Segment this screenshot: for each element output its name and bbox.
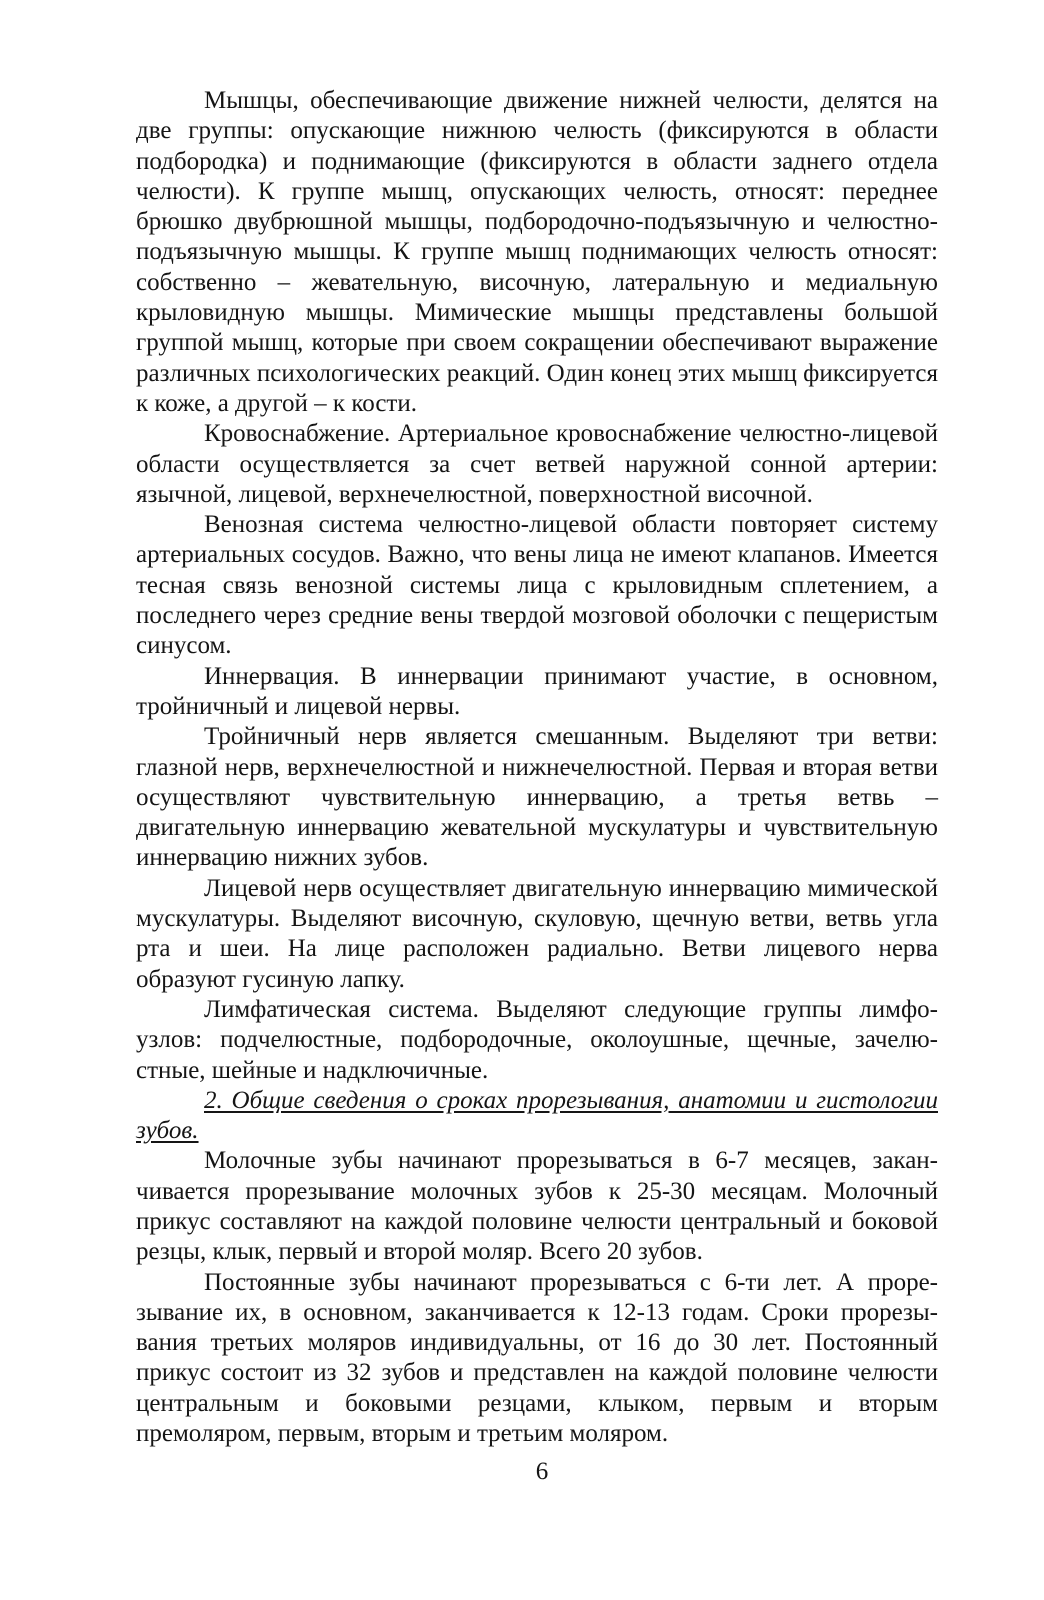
paragraph-blood-supply: Кровоснабжение. Артериальное кровоснабжение челюстно-лицевой области осуществляется за счет ветвей наружной сонной артерии: язычной, лицевой, верхнечелюстной, поверхностной височной. bbox=[136, 420, 938, 508]
paragraph-lymphatic-system: Лимфатическая система. Выделяют следующие группы лимфоузлов: подчелюстные, подбородочные, околоушные, щечные, зачелюстные, шейные и надключичные. bbox=[136, 995, 938, 1084]
paragraph-innervation: Иннервация. В иннервации принимают участие, в основном, тройничный и лицевой нервы. bbox=[136, 662, 938, 720]
paragraph-venous-system: Венозная система челюстно-лицевой области повторяет систему артериальных сосудов. Важно, что вены лица не имеют клапанов. Имеется тесная связь венозной системы лица с крыловидным сплетением, а последнего через средние вены твердой мозговой оболочки с пещеристым синусом. bbox=[136, 511, 938, 660]
page-number: 6 bbox=[535, 1458, 549, 1485]
paragraph-muscles: Мышцы, обеспечивающие движение нижней челюсти, делятся на две группы: опускающие нижнюю челюсть (фиксируются в области подбородка) и поднимающие (фиксируются в области заднего отдела челюсти). К группе мышц, опускающих челюсть, относят: переднее брюшко двубрюшной мышцы, подбородочно-подъязычную и челюстно-подъязычную мышцы. К группе мышц поднимающих челюсть относят: собственно – жевательную, височную, латеральную и медиальную крыловидную мышцы. Мимические мышцы представлены большой группой мышц, которые при своем сокращении обеспечивают выражение различных психологических реакций. Один конец этих мышц фиксируется к коже, а другой – к кости. bbox=[136, 87, 938, 417]
section-heading: 2. Общие сведения о сроках прорезывания, анатомии и гистологии зубов. bbox=[136, 1086, 938, 1145]
paragraph-permanent-teeth: Постоянные зубы начинают прорезываться с 6-ти лет. А прорезывание их, в основном, заканчивается к 12-13 годам. Сроки прорезывания третьих моляров индивидуальны, от 16 до 30 лет. Постоянный прикус состоит из 32 зубов и представлен на каждой половине челюсти центральным и боковыми резцами, клыком, первым и вторым премоляром, первым, вторым и третьим моляром. bbox=[136, 1268, 938, 1448]
paragraph-facial-nerve: Лицевой нерв осуществляет двигательную иннервацию мимической мускулатуры. Выделяют височную, скуловую, щечную ветви, ветвь угла рта и шеи. На лице расположен радиально. Ветви лицевого нерва образуют гусиную лапку. bbox=[136, 874, 938, 993]
document-page bbox=[136, 86, 938, 1449]
paragraph-trigeminal-nerve: Тройничный нерв является смешанным. Выделяют три ветви: глазной нерв, верхнечелюстной и нижнечелюстной. Первая и вторая ветви осуществляют чувствительную иннервацию, а третья ветвь – двигательную иннервацию жевательной мускулатуры и чувствительную иннервацию нижних зубов. bbox=[136, 723, 938, 872]
paragraph-milk-teeth: Молочные зубы начинают прорезываться в 6-7 месяцев, заканчивается прорезывание молочных зубов к 25-30 месяцам. Молочный прикус составляют на каждой половине челюсти центральный и боковой резцы, клык, первый и второй моляр. Всего 20 зубов. bbox=[136, 1147, 938, 1266]
